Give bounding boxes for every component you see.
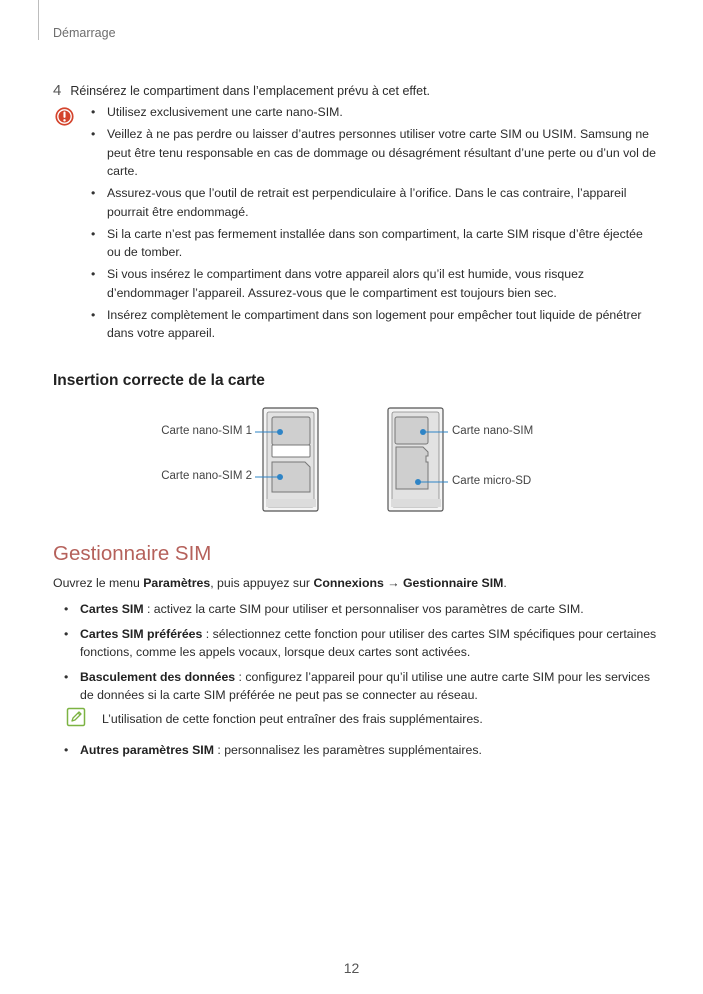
caution-item: • Utilisez exclusivement une carte nano-SIM. [91,103,656,122]
intro-text: Ouvrez le menu [53,576,144,590]
option-more-sim-settings [64,741,664,760]
option-data-switching [64,668,664,705]
sim-manager-intro [53,576,507,590]
menu-settings: Paramètres [143,576,211,590]
label-nano-sim: Carte nano-SIM [452,425,534,437]
label-micro-sd: Carte micro-SD [452,475,532,487]
header-section-title: Démarrage [53,26,116,40]
sim-manager-title: Gestionnaire SIM [53,542,212,565]
option-term: Cartes SIM préférées [80,626,203,641]
step-number: 4 [53,82,62,99]
menu-sim-manager: Gestionnaire SIM [402,576,504,590]
sim-manager-options [64,600,664,765]
label-nano-sim-1: Carte nano-SIM 1 [161,425,252,437]
option-term: Autres paramètres SIM [80,742,214,757]
option-desc: : configurez l’appareil pour qu’il utilise une autre carte SIM pour les services de données si la carte SIM préférée ne peut pas se connecter au réseau. [80,669,651,702]
caution-item: • Si la carte n’est pas fermement installée dans son compartiment, la carte SIM risque d’être éjectée ou de tomber. [91,225,656,262]
intro-text: . [503,576,507,590]
option-term: Basculement des données [80,669,236,684]
option-preferred-sim [64,625,664,662]
caution-item: • Assurez-vous que l’outil de retrait est perpendiculaire à l’orifice. Dans le cas contraire, l’appareil pourrait être endommagé. [91,184,656,221]
menu-connections: Connexions [313,576,384,590]
caution-item: • Insérez complètement le compartiment dans son logement pour empêcher tout liquide de pénétrer dans votre appareil. [91,306,656,343]
note-text: L’utilisation de cette fonction peut entraîner des frais supplémentaires. [102,711,483,726]
label-nano-sim-2: Carte nano-SIM 2 [161,470,252,482]
sim-tray-diagram [0,405,703,520]
insertion-heading: Insertion correcte de la carte [53,372,265,389]
option-desc: : sélectionnez cette fonction pour utiliser des cartes SIM spécifiques pour certaines fonctions, comme les appels vocaux, lorsque deux cartes sont activées. [80,626,657,659]
step-4 [53,82,430,99]
page-number: 12 [343,960,360,976]
caution-item: • Veillez à ne pas perdre ou laisser d’autres personnes utiliser votre carte SIM ou USIM. Samsung ne peut être tenu responsable en cas de dommage ou désagrément résultant d’une perte ou d’un vol de carte. [91,125,656,181]
note-pencil-icon [66,707,86,727]
option-desc: : activez la carte SIM pour utiliser et personnaliser vos paramètres de carte SIM. [143,602,584,616]
option-sim-cards [64,600,664,619]
caution-icon [54,106,75,127]
caution-list [91,103,656,346]
sim-tray-illustration [0,405,703,515]
option-desc: : personnalisez les paramètres supplémentaires. [213,742,482,757]
step-text: Réinsérez le compartiment dans l’emplacement prévu à cet effet. [70,84,431,98]
tray-dual-sim [263,408,318,511]
arrow-separator: → [383,576,403,590]
note [64,710,664,732]
caution-item: • Si vous insérez le compartiment dans votre appareil alors qu’il est humide, vous risquez d’endommager l’appareil. Assurez-vous que le compartiment est toujours bien sec. [91,265,656,302]
header-rule [38,0,39,40]
option-term: Cartes SIM [80,602,144,616]
intro-text: , puis appuyez sur [210,576,314,590]
tray-sim-microsd [388,408,443,511]
